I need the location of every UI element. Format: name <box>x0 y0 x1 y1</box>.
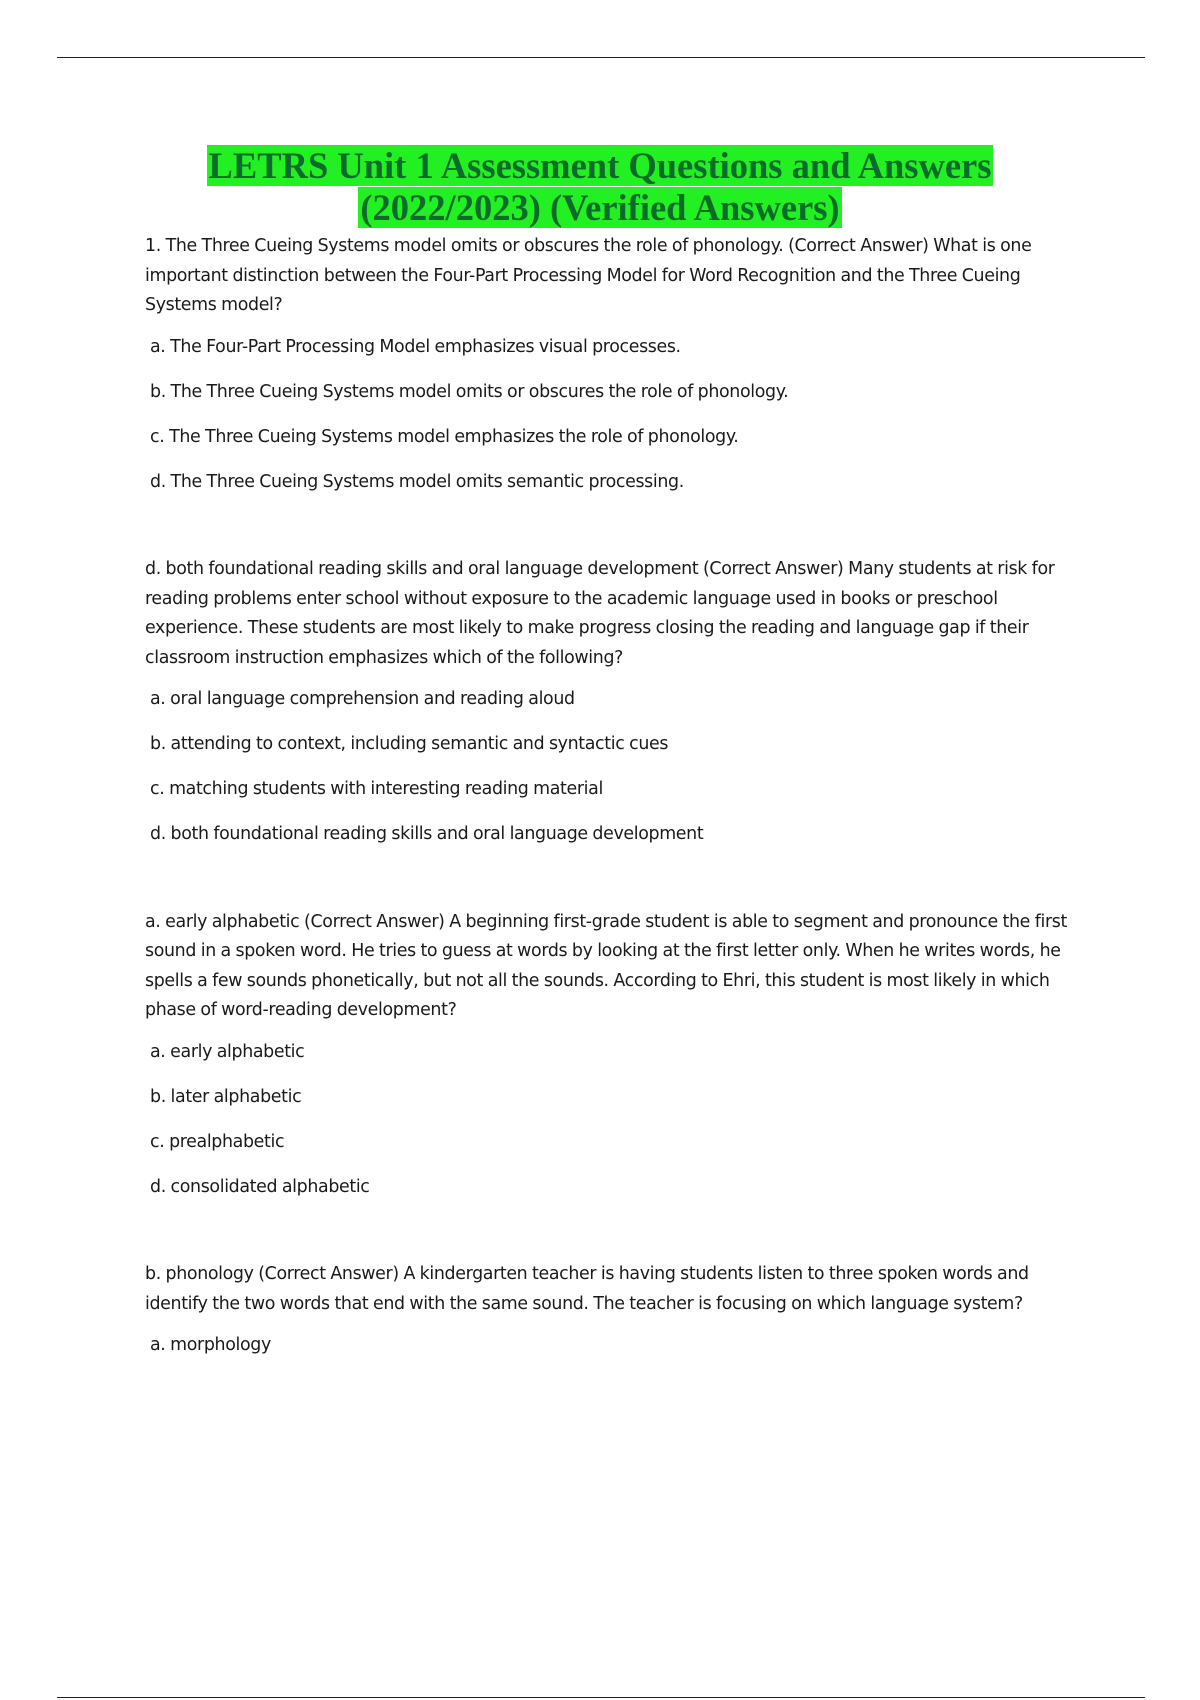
answer-option: c. prealphabetic <box>150 1131 285 1152</box>
document-title <box>0 145 1200 229</box>
question-block <box>145 232 1085 497</box>
question-stem: a. early alphabetic (Correct Answer) A beginning first-grade student is able to segment and pronounce the first sound in a spoken word. He tries to guess at words by looking at the first letter only. When he writes words, he spells a few sounds phonetically, but not all the sounds. According to Ehri, this student is most likely in which phase of word-reading development? <box>145 911 1067 1020</box>
answer-option: a. early alphabetic <box>150 1041 305 1062</box>
answer-option: b. attending to context, including semantic and syntactic cues <box>150 734 669 754</box>
answer-option: a. The Four-Part Processing Model emphasizes visual processes. <box>150 336 681 357</box>
top-rule <box>57 57 1145 58</box>
question-stem: b. phonology (Correct Answer) A kindergarten teacher is having students listen to three spoken words and identify the two words that end with the same sound. The teacher is focusing on which language system? <box>145 1264 1029 1314</box>
question-block <box>145 1260 1085 1361</box>
answer-option: a. morphology <box>150 1335 271 1355</box>
question-block <box>145 555 1085 850</box>
title-line-2: (2022/2023) (Verified Answers) <box>360 187 840 228</box>
question-stem: d. both foundational reading skills and oral language development (Correct Answer) Many students at risk for reading problems enter school without exposure to the academic language used in books or preschool experience. These students are most likely to make progress closing the reading and language gap if their classroom instruction emphasizes which of the following? <box>145 559 1055 668</box>
answer-option: c. matching students with interesting reading material <box>150 779 603 799</box>
answer-option: b. later alphabetic <box>150 1086 302 1107</box>
answer-option: c. The Three Cueing Systems model emphasizes the role of phonology. <box>150 426 739 447</box>
bottom-rule <box>57 1697 1145 1698</box>
question-block <box>145 908 1085 1203</box>
answer-option: d. consolidated alphabetic <box>150 1176 370 1197</box>
answer-option: d. The Three Cueing Systems model omits semantic processing. <box>150 471 684 492</box>
answer-option: d. both foundational reading skills and oral language development <box>150 824 704 844</box>
question-stem: 1. The Three Cueing Systems model omits or obscures the role of phonology. (Correct Answer) What is one important distinction between the Four-Part Processing Model for Word Recognition and the Three Cueing Systems model? <box>145 236 1032 315</box>
title-highlight <box>207 145 994 228</box>
answer-option: b. The Three Cueing Systems model omits or obscures the role of phonology. <box>150 381 789 402</box>
answer-option: a. oral language comprehension and reading aloud <box>150 689 575 709</box>
document-body <box>145 232 1085 1376</box>
title-line-1: LETRS Unit 1 Assessment Questions and Answers <box>208 145 992 186</box>
